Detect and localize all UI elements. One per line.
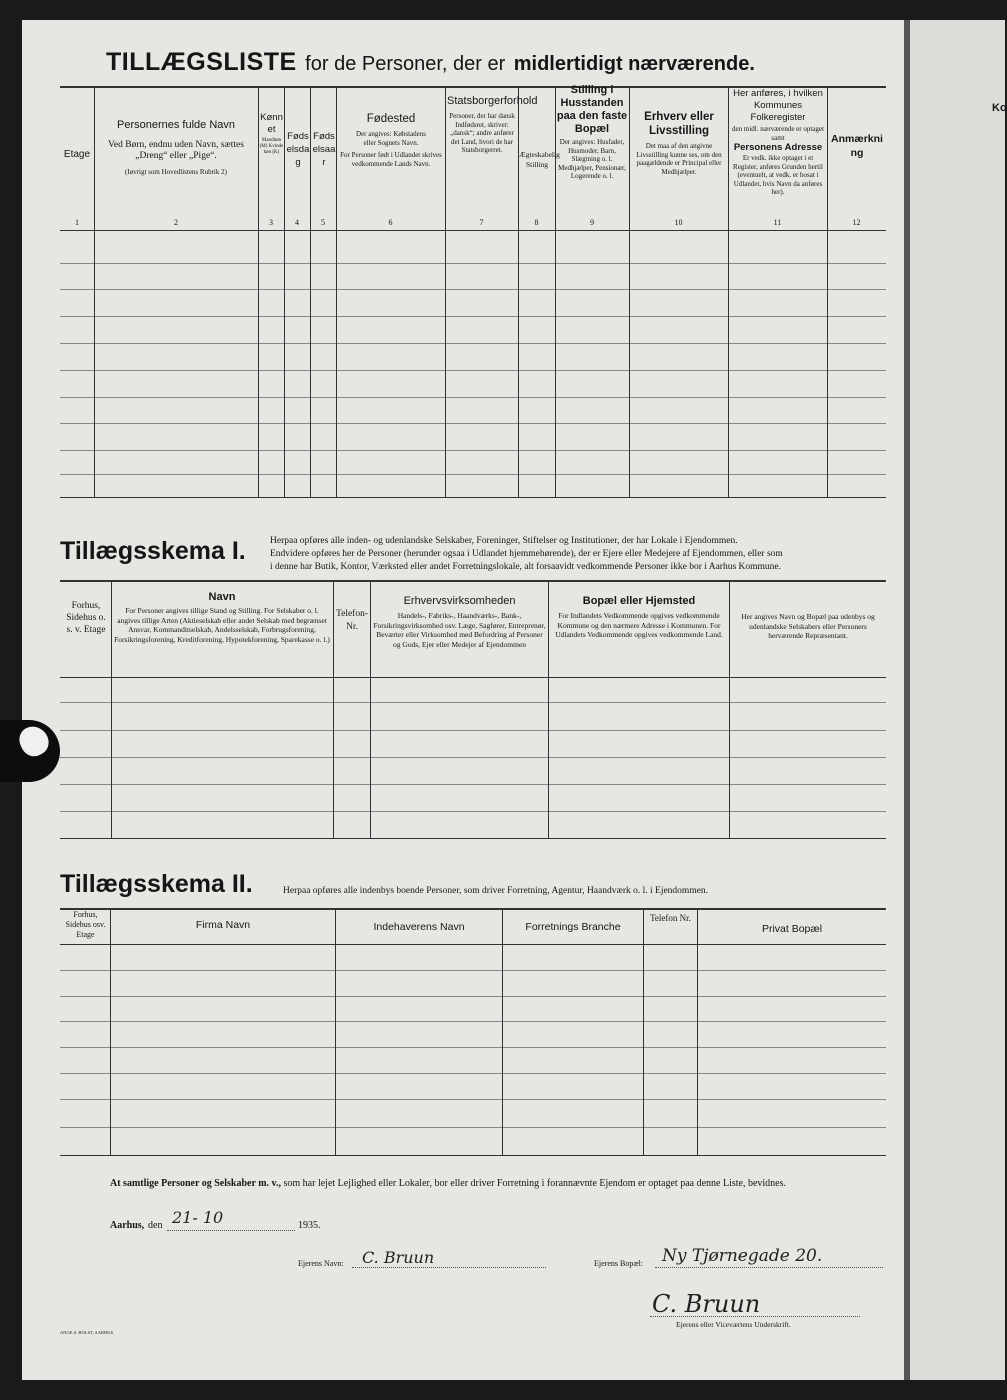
col-register-sub: den midl. nærværende er optaget samt [732, 125, 824, 142]
row-line [60, 289, 886, 290]
col-divider [335, 908, 336, 1155]
skema1-col-residence [550, 594, 728, 640]
col-divider [284, 86, 285, 497]
skema1-intro-line3: i denne har Butik, Kontor, Værksted eller andet Forretningslokale, alt forsaavidt vedkommende Personer ikke bor i Aarhus Kommune. [270, 562, 782, 572]
col-divider [336, 86, 337, 497]
row-line [60, 730, 886, 731]
col-divider [445, 86, 446, 497]
skema1-col-residence-sub: For Indlandets Vedkommende opgives vedkommende Kommune og den nærmere Adresse i Kommunen. For Udlandets Vedkommende opgives vedkommende Land. [555, 611, 723, 639]
row-line [60, 1021, 886, 1022]
skema2-col-branch: Forretnings Branche [525, 921, 621, 933]
col-divider [111, 580, 112, 838]
col-citizenship-sub: Personer, der har dansk Indfødsret, skriver: „dansk“; andre anfører det Land, hvori de har Statsborgerret. [449, 112, 515, 154]
owner-name-line [352, 1267, 546, 1268]
skema1-col-residence-title: Bopæl eller Hjemsted [582, 595, 696, 607]
row-line [60, 1099, 886, 1100]
row-line [60, 450, 886, 451]
col-register-title: Her anføres, i hvilken Kommunes Folkeregister [733, 88, 823, 123]
col-occupation-title: Erhverv eller Livsstilling [644, 111, 714, 137]
title-bold: TILLÆGSLISTE [106, 48, 297, 76]
col-number: 7 [479, 218, 484, 227]
skema1-col-representative: Her angives Navn og Bopæl paa udenbys og udenlandske Selskabers eller Personers herværende Repræsentant. [741, 612, 875, 640]
skema2-col-private-address: Privat Bopæl [761, 923, 823, 935]
skema2-col-etage: Forhus, Sidehus osv. Etage [65, 910, 106, 939]
skema1-table-top [60, 580, 886, 582]
row-line [60, 970, 886, 971]
skema1-header-bottom [60, 677, 886, 678]
col-number: 1 [75, 218, 79, 227]
col-divider [518, 86, 519, 497]
owner-address-line [655, 1267, 883, 1268]
row-line [60, 474, 886, 475]
title-middle: for de Personer, der er [305, 53, 506, 75]
row-line [60, 757, 886, 758]
row-line [60, 343, 886, 344]
col-gender-sub: Mandkøn (M) Kvindekøn (K) [259, 138, 284, 155]
col-occupation-sub: Det maa af den angivne Livsstilling kunne ses, om den paagældende er Principal eller Medhjælper. [636, 142, 722, 176]
col-divider [629, 86, 630, 497]
skema1-intro-line1: Herpaa opføres alle inden- og udenlandske Selskaber, Foreninger, Stiftelser og Institutioner, der har Lokale i Ejendommen. [270, 536, 738, 546]
adjacent-page [910, 20, 1005, 1380]
col-register-header [730, 88, 826, 197]
skema2-title: Tillægsskema II. [60, 870, 253, 898]
skema1-intro [270, 535, 890, 574]
skema2-header-bottom [60, 944, 886, 945]
col-number: 9 [590, 218, 594, 227]
row-line [60, 316, 886, 317]
adjacent-page-fragment: Ko [992, 102, 1007, 114]
col-divider [502, 908, 503, 1155]
date-handwritten: 21- 10 [172, 1208, 224, 1227]
declaration-bold: At samtlige Personer og Selskaber m. v., [110, 1178, 282, 1189]
col-citizenship-title: Statsborgerforhold [447, 95, 538, 107]
row-line [60, 1073, 886, 1074]
col-birthplace-note: For Personer født i Udlandet skrives vedkommende Lands Navn. [340, 151, 442, 168]
col-household-sub: Der angives: Husfader, Husmoder, Barn, Slægtning o. l. Medhjælper, Pensionær, Logerende o. l. [558, 138, 626, 180]
declaration [110, 1178, 890, 1189]
row-line [60, 811, 886, 812]
col-name-title: Personernes fulde Navn [116, 119, 235, 131]
row-line [60, 996, 886, 997]
place-label: Aarhus, [110, 1220, 145, 1231]
skema2-table-bottom [60, 1155, 886, 1156]
date-line [167, 1230, 295, 1231]
skema2-col-firm: Firma Navn [195, 919, 251, 931]
col-number: 6 [388, 218, 393, 227]
col-birthday-header: Fødselsdag [286, 131, 310, 168]
col-divider [643, 908, 644, 1155]
signature-label: Ejerens eller Viceværtens Underskrift. [676, 1320, 791, 1329]
col-name-sub: Ved Børn, endnu uden Navn, sættes „Dreng“ eller „Pige“. [108, 140, 244, 161]
printer-imprint: ANGE S. HOLST, AARHUS [60, 1330, 114, 1335]
col-occupation-header [631, 110, 727, 176]
col-register-note: Er vedk. ikke optaget i et Register, anføres Grunden hertil (eventuelt, at vedk. er bosat i Udlandet, hvis Navn da anføres her). [733, 154, 823, 196]
title-end: midlertidigt nærværende. [513, 53, 755, 75]
col-register-title2: Personens Adresse [733, 142, 823, 153]
col-birthplace-header [338, 112, 444, 168]
main-table-header-bottom [60, 230, 886, 231]
col-divider [728, 86, 729, 497]
col-number: 12 [852, 218, 861, 227]
col-number: 11 [773, 218, 782, 227]
col-number: 4 [295, 218, 299, 227]
col-gender-header [259, 112, 284, 156]
row-line [60, 702, 886, 703]
col-number: 5 [321, 218, 325, 227]
col-divider [370, 580, 371, 838]
col-etage-header: Etage [63, 149, 91, 160]
row-line [60, 784, 886, 785]
row-line [60, 1127, 886, 1128]
col-divider [827, 86, 828, 497]
row-line [60, 1047, 886, 1048]
col-remark-header: Anmærkning [831, 133, 883, 159]
col-birthplace-title: Fødested [366, 113, 416, 125]
row-line [60, 423, 886, 424]
col-number: 10 [674, 218, 683, 227]
col-divider [310, 86, 311, 497]
row-line [60, 397, 886, 398]
col-birthyear-header: Fødselsaar [312, 131, 336, 168]
den-label: den [148, 1220, 163, 1231]
col-marital-header: Ægteskabelig Stilling [519, 150, 560, 169]
col-number: 3 [269, 218, 273, 227]
main-table-bottom [60, 497, 886, 498]
col-divider [697, 908, 698, 1155]
declaration-rest: som har lejet Lejlighed eller Lokaler, bor eller driver Forretning i forannævnte Ejendom er optaget paa denne Liste, bevidnes. [283, 1178, 786, 1189]
col-divider [110, 908, 111, 1155]
skema1-col-business-title: Erhvervsvirksomheden [403, 595, 516, 607]
col-household-title: Stilling i Husstanden paa den faste Bopæl [556, 84, 628, 135]
skema1-col-business-sub: Handels-, Fabriks-, Haandværks-, Bank-, Forsikringsvirksomhed osv. Læge, Sagfører, Entreprenør, Beværter eller Virksomhed med Befordring af Personer og Gods, Ejer eller Medejer af Ejendommen [373, 611, 546, 649]
skema2-col-owner: Indehaverens Navn [373, 921, 465, 933]
skema1-col-phone: Telefon-Nr. [335, 609, 369, 632]
skema2-intro: Herpaa opføres alle indenbys boende Personer, som driver Forretning, Agentur, Haandværk o. l. i Ejendommen. [283, 886, 709, 896]
row-line [60, 370, 886, 371]
col-number: 8 [534, 218, 539, 227]
col-divider [94, 86, 95, 497]
main-title [106, 48, 866, 77]
col-name-note: (Iøvrigt som Hovedlistens Rubrik 2) [125, 168, 227, 176]
col-number: 2 [174, 218, 178, 227]
signature: C. Bruun [652, 1290, 761, 1318]
skema1-col-etage: Forhus, Sidehus o. s. v. Etage [66, 601, 106, 635]
skema2-col-phone: Telefon Nr. [650, 913, 691, 923]
owner-address-value: Ny Tjørnegade 20. [662, 1246, 823, 1266]
skema1-col-business [372, 594, 547, 649]
col-citizenship-header [447, 94, 538, 155]
year-label: 1935. [298, 1220, 321, 1231]
skema1-intro-line2: Endvidere opføres her de Personer (herunder ogsaa i Udlandet hjemmehørende), der er Ejere eller Medejere af Ejendommen, eller som [270, 549, 783, 559]
skema2-table-top [60, 908, 886, 910]
col-divider [548, 580, 549, 838]
skema1-table-bottom [60, 838, 886, 839]
col-household-header [556, 84, 628, 181]
col-divider [729, 580, 730, 838]
skema1-col-name-sub: For Personer angives tillige Stand og Stilling. For Selskaber o. l. angives tillige Arten (Aktieselskab eller andet Selskab med begrænset Ansvar, Kommanditselskab, Andelsselskab, Forbrugsforening, Forsikringsforening, Kreditforening, Hypotekforening, Sparekasse o. l.) [114, 606, 330, 644]
owner-address-label: Ejerens Bopæl: [594, 1259, 644, 1268]
col-gender-title: Kønnet [260, 112, 283, 135]
skema1-title: Tillægsskema I. [60, 537, 246, 565]
signature-line [650, 1316, 860, 1317]
skema1-col-name [113, 590, 331, 644]
col-name-header [96, 118, 256, 177]
skema1-col-name-title: Navn [208, 591, 236, 603]
owner-name-value: C. Bruun [362, 1248, 435, 1267]
row-line [60, 263, 886, 264]
owner-name-label: Ejerens Navn: [298, 1259, 344, 1268]
col-birthplace-sub: Der angives: Købstadens eller Sognets Navn. [356, 130, 426, 147]
